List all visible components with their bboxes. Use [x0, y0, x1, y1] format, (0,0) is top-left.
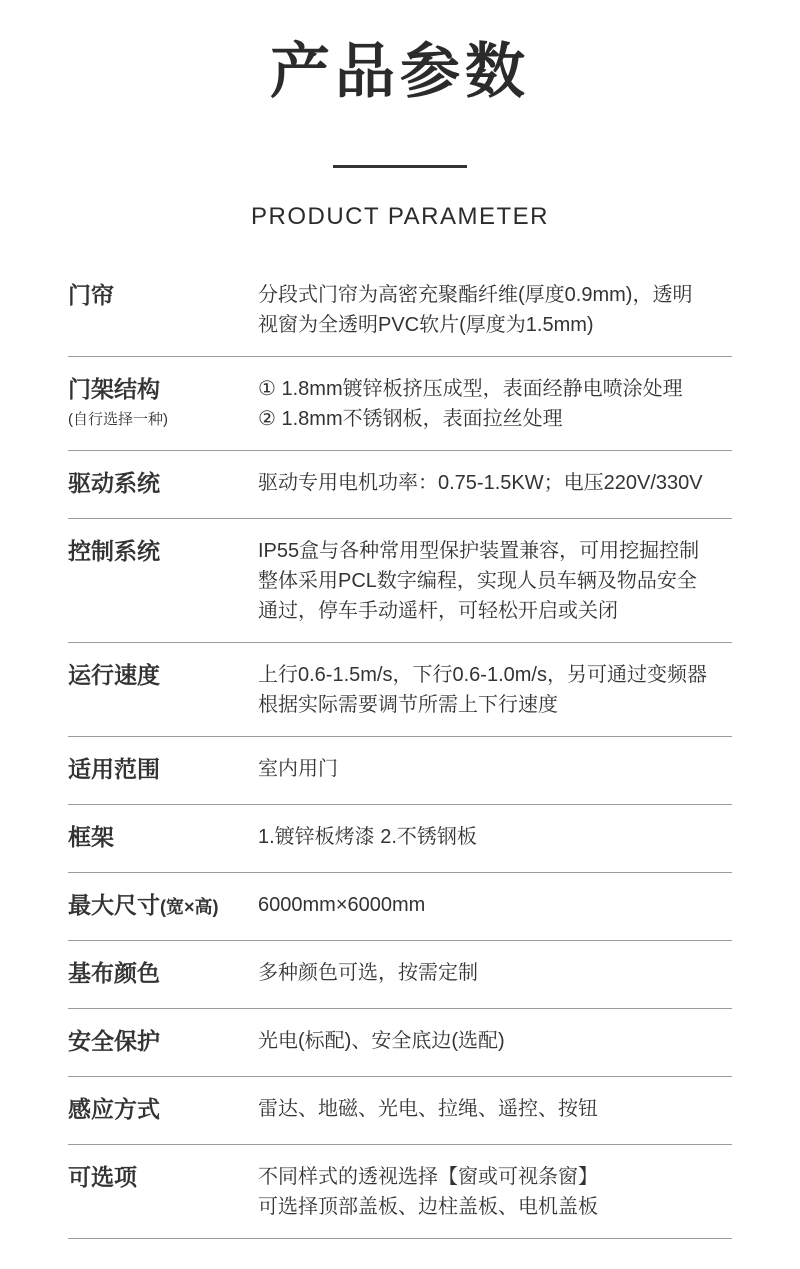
- row-label: [68, 754, 258, 788]
- row-label: [68, 660, 258, 694]
- row-content-line: 不同样式的透视选择【窗或可视条窗】: [258, 1166, 598, 1188]
- row-content: [258, 660, 732, 720]
- row-content-line: ① 1.8mm镀锌板挤压成型，表面经静电喷涂处理: [258, 378, 683, 400]
- spec-table-row: [68, 941, 732, 1009]
- spec-table-row: [68, 1077, 732, 1145]
- row-content-line: 多种颜色可选，按需定制: [258, 962, 478, 984]
- spec-table-row: [68, 737, 732, 805]
- spec-table-row: [68, 805, 732, 873]
- spec-table-row: [68, 263, 732, 357]
- row-label-note: (自行选择一种): [68, 411, 168, 428]
- row-content: [258, 468, 732, 498]
- row-content-line: 驱动专用电机功率：0.75-1.5KW；电压220V/330V: [258, 472, 703, 494]
- row-label: [68, 280, 258, 314]
- row-label-text: 安全保护: [68, 1028, 160, 1054]
- row-label-text: 控制系统: [68, 538, 160, 564]
- row-label: [68, 1094, 258, 1128]
- row-label-text: 驱动系统: [68, 470, 160, 496]
- row-content: [258, 890, 732, 920]
- row-content-line: 通过，停车手动遥杆，可轻松开启或关闭: [258, 600, 618, 622]
- spec-table-row: [68, 1009, 732, 1077]
- row-content-line: 整体采用PCL数字编程，实现人员车辆及物品安全: [258, 570, 697, 592]
- row-content: [258, 958, 732, 988]
- row-content-line: 上行0.6-1.5m/s，下行0.6-1.0m/s，另可通过变频器: [258, 664, 707, 686]
- row-label-text: 适用范围: [68, 756, 160, 782]
- row-content-line: 6000mm×6000mm: [258, 894, 426, 916]
- spec-table-row: [68, 1145, 732, 1239]
- row-label-text: 运行速度: [68, 662, 160, 688]
- page-header: [0, 0, 800, 230]
- row-content-line: ② 1.8mm不锈钢板，表面拉丝处理: [258, 408, 563, 430]
- row-content-line: 分段式门帘为高密充聚酯纤维(厚度0.9mm)，透明: [258, 284, 693, 306]
- row-content: [258, 1094, 732, 1124]
- row-label: [68, 1162, 258, 1196]
- row-label-text: 框架: [68, 824, 114, 850]
- row-label-text: 基布颜色: [68, 960, 160, 986]
- row-content: [258, 280, 732, 340]
- row-label-text: 门架结构: [68, 376, 160, 402]
- row-content: [258, 1162, 732, 1222]
- row-content: [258, 754, 732, 784]
- row-label: [68, 822, 258, 856]
- row-content-line: 室内用门: [258, 758, 338, 780]
- row-content: [258, 1026, 732, 1056]
- row-content-line: 1.镀锌板烤漆 2.不锈钢板: [258, 826, 477, 848]
- row-label-suffix: (宽×高): [160, 897, 219, 917]
- row-label: [68, 958, 258, 992]
- row-content: [258, 536, 732, 626]
- row-content-line: 视窗为全透明PVC软片(厚度为1.5mm): [258, 314, 594, 336]
- row-label: [68, 374, 258, 430]
- spec-table-row: [68, 451, 732, 519]
- row-label-text: 感应方式: [68, 1096, 160, 1122]
- spec-table-row: [68, 519, 732, 643]
- row-content-line: 光电(标配)、安全底边(选配): [258, 1030, 505, 1052]
- spec-table-row: [68, 873, 732, 941]
- page-subtitle: PRODUCT PARAMETER: [251, 203, 549, 230]
- row-label: [68, 536, 258, 570]
- spec-table-row: [68, 643, 732, 737]
- row-content: [258, 822, 732, 852]
- row-label: [68, 1026, 258, 1060]
- row-content-line: 根据实际需要调节所需上下行速度: [258, 694, 558, 716]
- row-label: [68, 890, 258, 924]
- row-content-line: 雷达、地磁、光电、拉绳、遥控、按钮: [258, 1098, 598, 1120]
- row-content: [258, 374, 732, 434]
- row-label-text: 门帘: [68, 282, 114, 308]
- spec-table-row: [68, 357, 732, 451]
- row-label-text: 可选项: [68, 1164, 137, 1190]
- row-label-text: 最大尺寸: [68, 892, 160, 918]
- spec-table: [68, 263, 732, 1239]
- page-title: 产品参数: [270, 38, 530, 105]
- title-accent-line: [333, 165, 467, 168]
- row-label: [68, 468, 258, 502]
- row-content-line: IP55盒与各种常用型保护装置兼容，可用挖掘控制: [258, 540, 700, 562]
- row-content-line: 可选择顶部盖板、边柱盖板、电机盖板: [258, 1196, 598, 1218]
